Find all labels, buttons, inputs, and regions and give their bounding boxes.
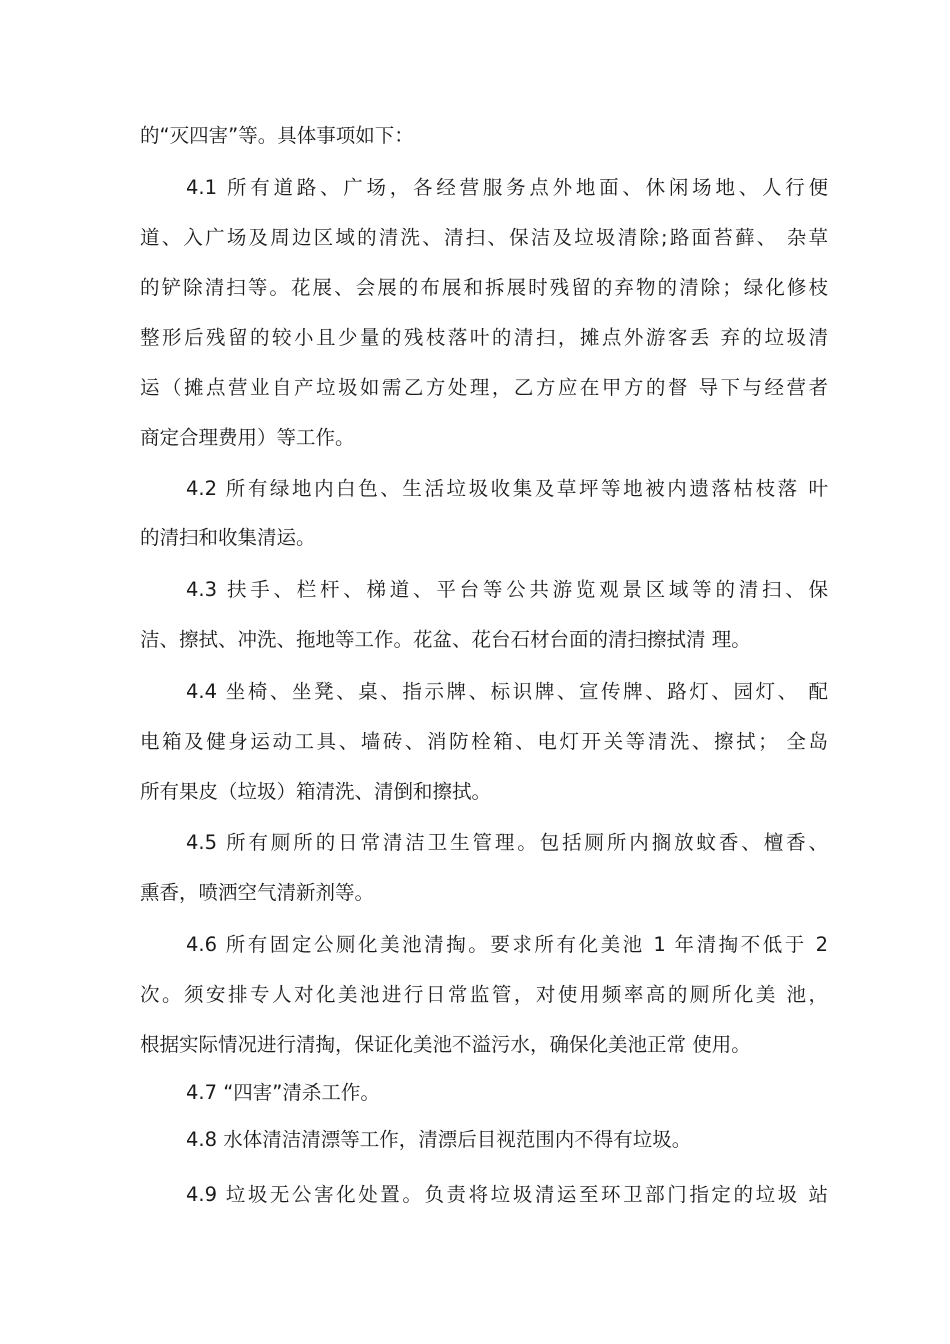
text-line-6: 运（摊点营业自产垃圾如需乙方处理，乙方应在甲方的督 导下与经营者 bbox=[140, 376, 828, 399]
text-line-13: 电箱及健身运动工具、墙砖、消防栓箱、电灯开关等清洗、擦拭； 全岛 bbox=[140, 730, 828, 753]
text-line-17: 4.6 所有固定公厕化美池清掏。要求所有化美池 1 年清掏不低于 2 bbox=[186, 933, 828, 956]
text-line-20: 4.7 “四害”清杀工作。 bbox=[186, 1081, 380, 1104]
text-line-14: 所有果皮（垃圾）箱清洗、清倒和擦拭。 bbox=[140, 780, 492, 803]
text-line-22: 4.9 垃圾无公害化处置。负责将垃圾清运至环卫部门指定的垃圾 站 bbox=[186, 1183, 828, 1206]
text-line-21: 4.8 水体清洁清漂等工作，清漂后目视范围内不得有垃圾。 bbox=[186, 1128, 692, 1151]
text-line-7: 商定合理费用）等工作。 bbox=[140, 426, 355, 449]
text-line-12: 4.4 坐椅、坐凳、桌、指示牌、标识牌、宣传牌、路灯、园灯、 配 bbox=[186, 680, 828, 703]
text-line-10: 4.3 扶手、栏杆、梯道、平台等公共游览观景区域等的清扫、保 bbox=[186, 578, 828, 601]
text-line-3: 道、入广场及周边区域的清洗、清扫、保洁及垃圾清除;路面苔藓、 杂草 bbox=[140, 226, 828, 249]
text-line-8: 4.2 所有绿地内白色、生活垃圾收集及草坪等地被内遗落枯枝落 叶 bbox=[186, 477, 828, 500]
text-line-2: 4.1 所有道路、广场，各经营服务点外地面、休闲场地、人行便 bbox=[186, 176, 828, 199]
text-line-16: 熏香，喷洒空气清新剂等。 bbox=[140, 881, 375, 904]
text-line-11: 洁、擦拭、冲洗、拖地等工作。花盆、花台石材台面的清扫擦拭清 理。 bbox=[140, 628, 751, 651]
text-line-18: 次。须安排专人对化美池进行日常监管，对使用频率高的厕所化美 池， bbox=[140, 983, 828, 1006]
text-line-9: 的清扫和收集清运。 bbox=[140, 526, 316, 549]
text-line-1: 的“灭四害”等。具体事项如下： bbox=[140, 124, 414, 147]
text-line-19: 根据实际情况进行清掏，保证化美池不溢污水，确保化美池正常 使用。 bbox=[140, 1033, 751, 1056]
text-line-15: 4.5 所有厕所的日常清洁卫生管理。包括厕所内搁放蚊香、檀香、 bbox=[186, 831, 828, 854]
text-line-4: 的铲除清扫等。花展、会展的布展和拆展时残留的弃物的清除；绿化修枝 bbox=[140, 276, 828, 299]
text-line-5: 整形后残留的较小且少量的残枝落叶的清扫，摊点外游客丢 弃的垃圾清 bbox=[140, 326, 828, 349]
